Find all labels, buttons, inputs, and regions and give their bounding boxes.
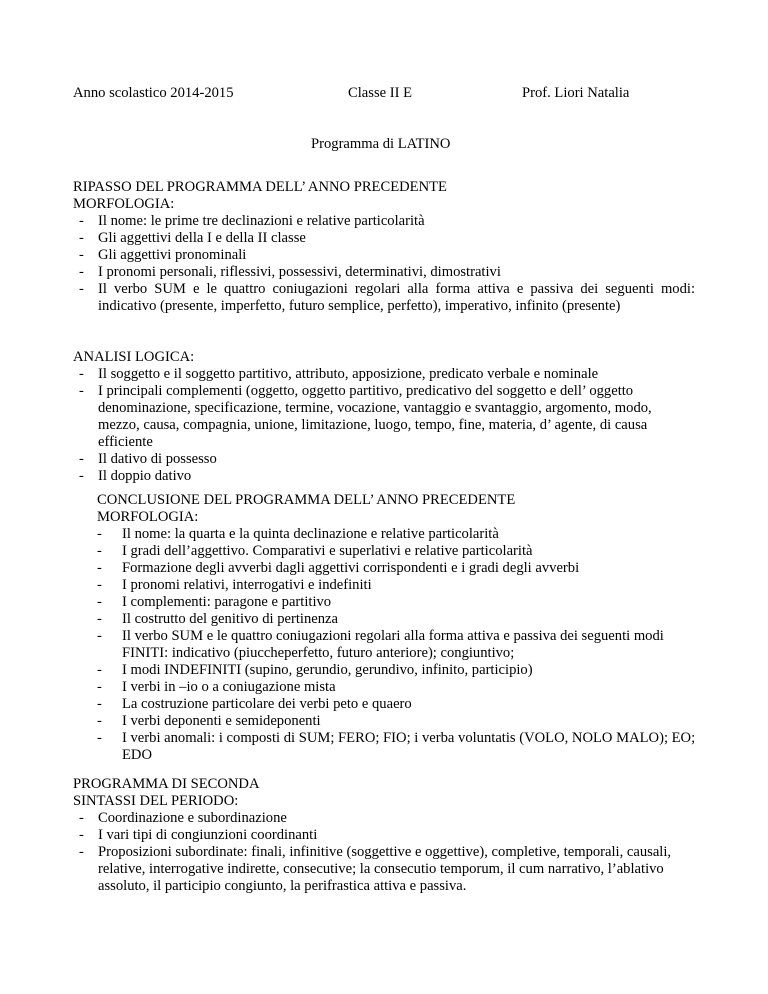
list-item: - Il nome: le prime tre declinazioni e relative particolarità: [73, 213, 695, 230]
section-conclusion: [97, 492, 707, 764]
list-item: - I gradi dell’aggettivo. Comparativi e superlativi e relative particolarità: [97, 543, 707, 560]
list-item: - Il verbo SUM e le quattro coniugazioni regolari alla forma attiva e passiva dei seguenti modi: indicativo (presente, imperfetto, futuro semplice, perfetto), imperativo, infinito (presente): [73, 281, 695, 315]
topic-list: [73, 810, 695, 895]
list-item: - Formazione degli avverbi dagli aggettivi corrispondenti e i gradi degli avverbi: [97, 560, 707, 577]
list-item: - Gli aggettivi della I e della II classe: [73, 230, 695, 247]
list-item: - La costruzione particolare dei verbi peto e quaero: [97, 696, 707, 713]
section-heading: PROGRAMMA DI SECONDA: [73, 776, 260, 792]
section-heading: CONCLUSIONE DEL PROGRAMMA DELL’ ANNO PRECEDENTE: [97, 492, 516, 508]
topic-list: [97, 526, 707, 764]
class-name: Classe II E: [348, 85, 413, 101]
document-header: [0, 85, 768, 102]
section-subheading: SINTASSI DEL PERIODO:: [73, 793, 239, 809]
list-item: - I modi INDEFINITI (supino, gerundio, gerundivo, infinito, participio): [97, 662, 707, 679]
section-heading: RIPASSO DEL PROGRAMMA DELL’ ANNO PRECEDENTE: [73, 179, 447, 195]
list-item: - I pronomi relativi, interrogativi e indefiniti: [97, 577, 707, 594]
section-second-year: [73, 776, 695, 895]
school-year: Anno scolastico 2014-2015: [73, 85, 234, 101]
teacher-name: Prof. Liori Natalia: [522, 85, 630, 101]
topic-list: [73, 366, 695, 485]
list-item: - I complementi: paragone e partitivo: [97, 594, 707, 611]
list-item: - I verbi anomali: i composti di SUM; FERO; FIO; i verba voluntatis (VOLO, NOLO MALO); EO; EDO: [97, 730, 707, 764]
list-item: - I vari tipi di congiunzioni coordinanti: [73, 827, 695, 844]
section-heading: ANALISI LOGICA:: [73, 349, 195, 365]
topic-list: [73, 213, 695, 315]
list-item: - Il dativo di possesso: [73, 451, 695, 468]
document-title: Programma di LATINO: [311, 136, 451, 152]
list-item: - I principali complementi (oggetto, oggetto partitivo, predicativo del soggetto e dell’ oggetto denominazione, specificazione, termine, vocazione, vantaggio e svantaggio, argomento, modo, mezzo, causa, compagnia, unione, limitazione, luogo, tempo, fine, materia, d’ agente, di causa efficiente: [73, 383, 695, 451]
list-item: - Coordinazione e subordinazione: [73, 810, 695, 827]
section-review: [73, 179, 695, 315]
list-item: - Il costrutto del genitivo di pertinenza: [97, 611, 707, 628]
list-item: - I verbi in –io o a coniugazione mista: [97, 679, 707, 696]
list-item: - Il soggetto e il soggetto partitivo, attributo, apposizione, predicato verbale e nominale: [73, 366, 695, 383]
list-item: - I pronomi personali, riflessivi, possessivi, determinativi, dimostrativi: [73, 264, 695, 281]
list-item: - Il doppio dativo: [73, 468, 695, 485]
section-subheading: MORFOLOGIA:: [73, 196, 175, 212]
section-logic: [73, 349, 695, 485]
list-item: - Il nome: la quarta e la quinta declinazione e relative particolarità: [97, 526, 707, 543]
list-item: - Il verbo SUM e le quattro coniugazioni regolari alla forma attiva e passiva dei seguenti modi FINITI: indicativo (piuccheperfetto, futuro anteriore); congiuntivo;: [97, 628, 707, 662]
list-item: - Proposizioni subordinate: finali, infinitive (soggettive e oggettive), completive, temporali, causali, relative, interrogative indirette, consecutive; la consecutio temporum, il cum narrativo, l’ablativo assoluto, il participio congiunto, la perifrastica attiva e passiva.: [73, 844, 695, 895]
list-item: - I verbi deponenti e semideponenti: [97, 713, 707, 730]
list-item: - Gli aggettivi pronominali: [73, 247, 695, 264]
section-subheading: MORFOLOGIA:: [97, 509, 199, 525]
